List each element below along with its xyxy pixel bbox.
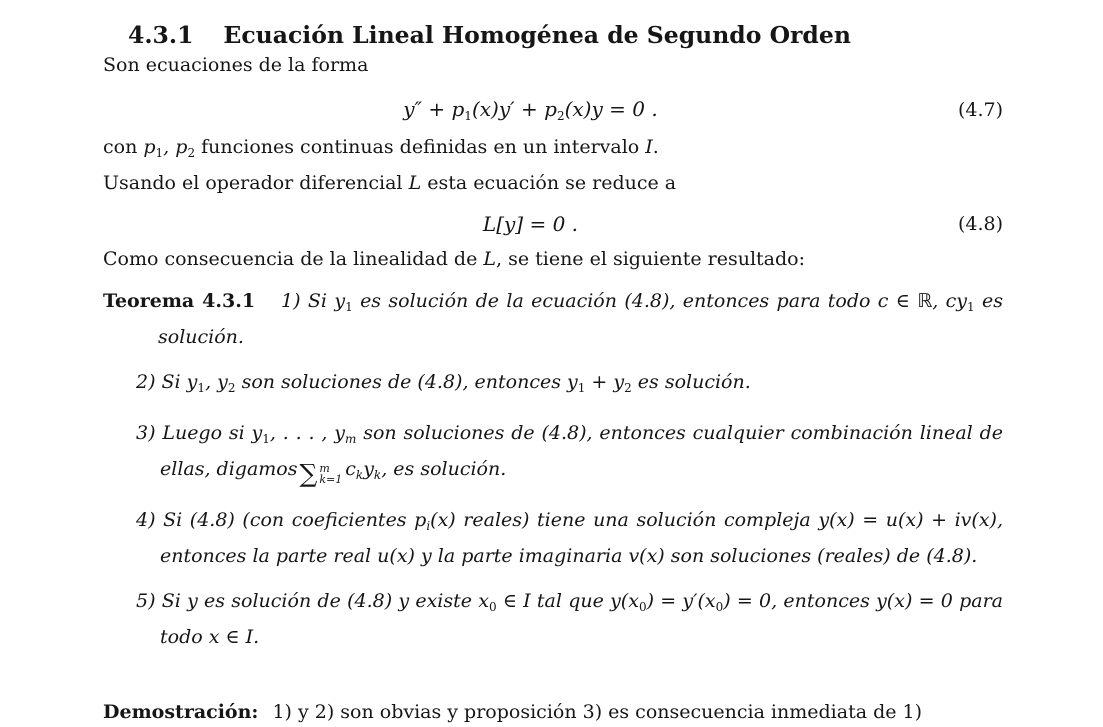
summation-symbol: ∑ m k=1 xyxy=(299,459,343,488)
proof-fragment: 1) y 2) son obvias y proposición 3) es consecuencia inmediata de 1) xyxy=(272,701,923,723)
equation-4-7-tag: (4.7) xyxy=(957,99,1003,121)
equation-4-8 xyxy=(103,204,1003,244)
paragraph-intro: Son ecuaciones de la forma xyxy=(103,54,369,76)
proof-label: Demostración: xyxy=(103,701,259,723)
section-title: Ecuación Lineal Homogénea de Segundo Orden xyxy=(223,21,851,49)
equation-4-8-body: L[y] = 0 . xyxy=(482,212,579,236)
equation-4-8-tag: (4.8) xyxy=(957,213,1003,235)
theorem-item-4: 4) Si (4.8) (con coeficientes $p_i(x)$ reales) tiene una solución compleja y(x) = u(x) + iv(x), entonces la parte real u(x) y la parte imaginaria v(x) son soluciones (reales) de (4.8). xyxy=(136,509,1003,567)
equation-4-7 xyxy=(103,88,1003,132)
theorem-4-3-1 xyxy=(103,286,1003,352)
section-heading xyxy=(128,20,1003,50)
proof-line-clipped xyxy=(103,697,1003,727)
theorem-item-2: 2) Si $y_1$, $y_2$ son soluciones de (4.8), entonces $y_1 + y_2$ es solución. xyxy=(136,371,751,395)
section-number: 4.3.1 xyxy=(128,21,194,49)
theorem-item-1: 1) Si $y_1$ es solución de la ecuación (4.8), entonces para todo c ∈ ℝ, $cy_1$ es solución. xyxy=(158,290,1003,348)
theorem-item-3: 3) Luego si $y_1$, . . . , $y_m$ son soluciones de (4.8), entonces cualquier combinación lineal de ellas, digamos ∑ m k=1 $c_ky_k$, es solución. xyxy=(136,422,1003,488)
paragraph-consequence: Como consecuencia de la linealidad de L, se tiene el siguiente resultado: xyxy=(103,248,806,270)
theorem-label: Teorema 4.3.1 xyxy=(103,290,256,312)
paragraph-differential-operator: Usando el operador diferencial L esta ecuación se reduce a xyxy=(103,172,677,194)
theorem-item-5: 5) Si y es solución de (4.8) y existe $x_0$ ∈ I tal que $y(x_0) = y'(x_0) = 0$, entonces y(x) = 0 para todo x ∈ I. xyxy=(136,590,1003,648)
paragraph-continuous-functions: con $p_1$, $p_2$ funciones continuas definidas en un intervalo I. xyxy=(103,136,659,160)
equation-4-7-body: $y'' + p_1(x)y' + p_2(x)y = 0$ . xyxy=(403,97,658,123)
